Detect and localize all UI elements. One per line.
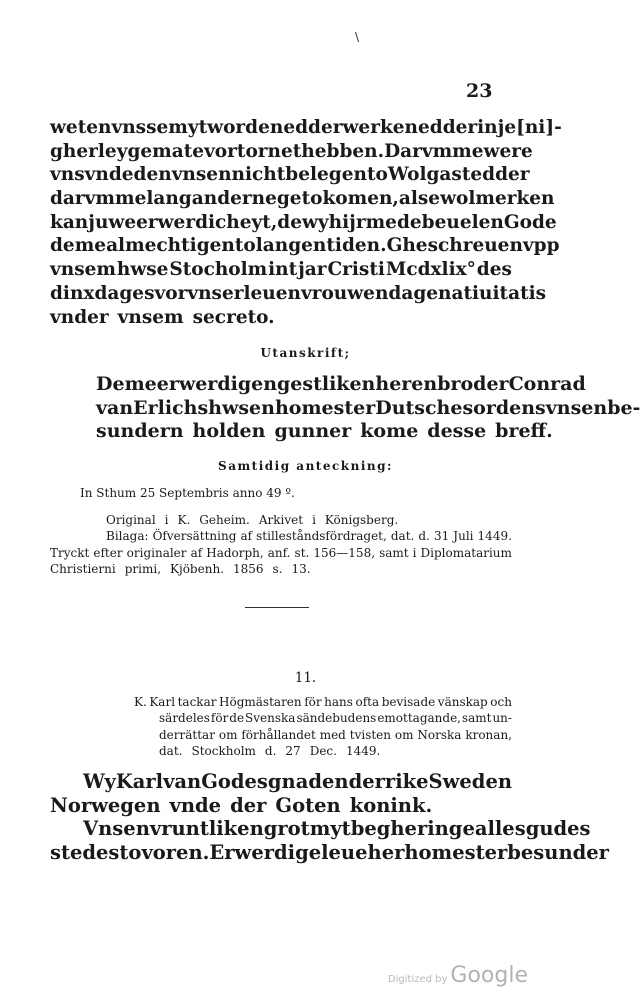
address-heading: Utanskrift;	[260, 346, 351, 360]
word: och	[490, 695, 512, 709]
word: Norska	[417, 727, 462, 742]
word: Gode	[503, 211, 557, 233]
word: dinxdages	[50, 282, 155, 304]
word: bevisade	[381, 695, 436, 709]
word: 13.	[291, 561, 311, 576]
text-line	[50, 140, 533, 164]
word: vnsem	[117, 306, 184, 328]
word: sändebudens	[296, 711, 377, 726]
word: vrouwen	[300, 282, 389, 304]
word: jar	[298, 259, 327, 281]
margin-mark: \	[355, 30, 360, 44]
word: i	[412, 545, 417, 560]
word: ordens	[473, 396, 546, 419]
word: vruntliken	[149, 817, 264, 841]
word: konink.	[349, 793, 433, 817]
word: Mcdxlix°	[385, 259, 476, 281]
word: merken	[475, 188, 555, 210]
word: af	[190, 545, 203, 560]
word: Karl	[149, 695, 176, 709]
page-number: 23	[466, 80, 493, 102]
text-line	[134, 727, 512, 743]
word: hijr	[328, 211, 366, 233]
word: edder	[283, 117, 343, 138]
word: samt	[461, 711, 492, 726]
word: Dutsches	[375, 396, 474, 419]
text-line	[50, 116, 562, 140]
word: kome	[360, 420, 419, 443]
word: der	[348, 770, 385, 793]
word: Svenska	[245, 711, 296, 726]
word: komen,	[322, 188, 399, 210]
word: emottagande,	[377, 711, 461, 726]
word: 156—158,	[313, 545, 376, 560]
word: rike	[384, 770, 429, 793]
word: vnser	[187, 282, 244, 304]
note-line: In Sthum 25 Septembris anno 49 º.	[80, 486, 295, 500]
word: desse	[427, 420, 487, 443]
word: secreto.	[192, 306, 275, 328]
text-line	[134, 710, 512, 726]
word: un-	[492, 711, 512, 726]
word: primi,	[124, 561, 162, 576]
word: ofta	[355, 695, 380, 709]
text-line	[50, 817, 591, 841]
word: stedes	[50, 841, 120, 865]
word: vns	[111, 117, 147, 138]
text-line	[50, 794, 512, 818]
word: Deme	[96, 373, 157, 395]
word: Sweden	[428, 770, 513, 793]
word: d.	[264, 743, 277, 758]
text-line	[50, 770, 512, 794]
word: mate	[152, 140, 205, 162]
digitized-label: Digitized by	[387, 974, 448, 985]
word: van	[96, 396, 134, 419]
text-line	[50, 258, 512, 282]
word: d.	[418, 529, 430, 544]
word: natiuitatis	[438, 282, 547, 304]
word: Königsberg.	[324, 513, 399, 527]
word: Karl	[115, 770, 164, 793]
word: edder	[417, 117, 478, 138]
word: werken	[342, 117, 418, 138]
word: erwerdigen	[156, 373, 278, 395]
word: Norwegen	[50, 793, 161, 817]
word: gherleyge	[50, 140, 153, 162]
word: hans	[324, 695, 353, 709]
word: för	[304, 695, 322, 709]
text-line	[50, 187, 555, 211]
word: tiden.	[326, 235, 387, 257]
word: Gheschreuen	[386, 235, 523, 257]
word: Bilaga:	[106, 529, 149, 544]
letter-opening	[50, 770, 609, 865]
word: den	[133, 164, 172, 186]
word: Erlichshwsen	[133, 396, 275, 419]
word: myt	[309, 817, 351, 841]
word: to	[301, 188, 323, 210]
text-line	[50, 234, 560, 258]
word: weten	[50, 117, 112, 138]
word: grot	[263, 817, 310, 841]
word: Christierni	[50, 561, 116, 576]
word: derrättar	[159, 727, 215, 742]
section-divider	[245, 607, 309, 608]
word: vnsen	[171, 164, 232, 186]
word: Stockholm	[191, 743, 256, 758]
word: in	[477, 117, 498, 138]
word: alles	[474, 817, 526, 841]
word: deme	[50, 235, 107, 257]
text-line	[50, 512, 512, 528]
word: gunner	[274, 420, 352, 443]
word: Godes	[201, 770, 268, 793]
word: förhållandet	[241, 727, 316, 742]
word: juwe	[88, 211, 137, 233]
word: vänskap	[437, 695, 488, 709]
word: 31	[433, 529, 450, 544]
word: heren	[375, 373, 438, 395]
word: vns	[50, 164, 85, 186]
word: gnaden	[267, 770, 349, 793]
word: Kjöbenh.	[170, 561, 224, 576]
text-line	[50, 211, 557, 235]
text-line	[96, 372, 586, 396]
text-line	[134, 743, 512, 759]
word: begheringe	[350, 817, 475, 841]
word: were	[483, 140, 533, 162]
word: de	[229, 711, 245, 726]
word: vor	[154, 282, 188, 304]
word: breff.	[495, 420, 553, 443]
word: her	[367, 841, 405, 865]
word: 27	[285, 743, 301, 758]
word: samt	[379, 545, 409, 560]
word: homester	[404, 841, 508, 865]
word: Geheim.	[199, 513, 250, 527]
text-line	[50, 528, 512, 544]
word: vmmelang	[84, 188, 192, 210]
word: Stocholm	[169, 259, 268, 281]
word: Erwerdige	[209, 841, 322, 865]
word: vnder	[50, 306, 109, 328]
word: Diplomatarium	[420, 545, 512, 560]
word: erwerdicheyt,	[136, 211, 278, 233]
text-line	[134, 694, 512, 710]
word: nege	[251, 188, 302, 210]
word: K.	[134, 695, 147, 709]
text-line	[96, 396, 640, 420]
word: holden	[192, 420, 266, 443]
word: Original	[106, 513, 156, 527]
word: belegen	[285, 164, 367, 186]
word: int	[268, 259, 298, 281]
word: besunder	[507, 841, 609, 865]
word: s.	[272, 561, 283, 576]
word: to	[234, 235, 256, 257]
word: worden	[207, 117, 284, 138]
text-line	[50, 545, 512, 561]
word: vnde	[169, 793, 222, 817]
word: alse	[398, 188, 441, 210]
word: af	[240, 529, 253, 544]
text-line	[50, 561, 512, 577]
word: almechtigen	[106, 235, 235, 257]
word: Hadorph,	[206, 545, 264, 560]
word: gestliken	[277, 373, 376, 395]
word: Tryckt	[50, 545, 90, 560]
word: der	[230, 793, 267, 817]
word: Conrad	[508, 373, 586, 395]
word: edder	[470, 164, 530, 186]
word: anf.	[267, 545, 291, 560]
word: van	[163, 770, 202, 793]
word: Högmästaren	[219, 695, 302, 709]
word: 1449.	[477, 529, 512, 544]
word: voren.	[141, 841, 210, 865]
word: Cristi	[327, 259, 385, 281]
word: K.	[177, 513, 191, 527]
letter-body	[50, 116, 562, 329]
address-text	[96, 372, 640, 443]
word: wy	[301, 211, 329, 233]
word: i	[312, 513, 316, 527]
word: an	[191, 188, 218, 210]
word: hebben.	[301, 140, 385, 162]
word: efter	[93, 545, 123, 560]
word: kan	[50, 211, 89, 233]
word: des	[476, 259, 512, 281]
word: vpp	[522, 235, 560, 257]
word: der	[217, 188, 252, 210]
word: be-	[607, 396, 640, 419]
word: gudes	[525, 817, 591, 841]
text-line	[50, 306, 512, 330]
word: kronan,	[465, 727, 512, 742]
word: Wolgast	[387, 164, 471, 186]
word: de	[277, 211, 302, 233]
word: vnde	[84, 164, 134, 186]
word: dar	[50, 188, 85, 210]
word: tvisten	[349, 727, 391, 742]
word: originaler	[126, 545, 187, 560]
word: vmme	[421, 140, 484, 162]
word: Goten	[275, 793, 341, 817]
google-logo: Google	[450, 963, 528, 988]
word: sundern	[96, 420, 184, 443]
word: för	[210, 711, 229, 726]
text-line	[50, 841, 609, 865]
word: myt	[168, 117, 208, 138]
word: mede	[365, 211, 422, 233]
word: om	[394, 727, 414, 742]
word: langen	[255, 235, 327, 257]
word: i	[164, 513, 169, 527]
digitized-footer	[388, 963, 528, 988]
word: leuen	[243, 282, 301, 304]
word: broder	[437, 373, 509, 395]
word: leue	[321, 841, 368, 865]
word: Juli	[453, 529, 474, 544]
word: Dar	[384, 140, 422, 162]
document-summary	[134, 694, 512, 759]
word: beuelen	[421, 211, 504, 233]
text-line	[50, 163, 530, 187]
word: Öfversättning	[152, 529, 237, 544]
word: to	[119, 841, 142, 865]
word: Arkivet	[258, 513, 304, 527]
word: stilleståndsfördraget,	[256, 529, 387, 544]
word: 1449.	[345, 743, 381, 758]
word: dage	[388, 282, 439, 304]
word: särdeles	[159, 711, 210, 726]
word: dat.	[159, 743, 183, 758]
word: Dec.	[309, 743, 337, 758]
word: dat.	[390, 529, 415, 544]
word: hwse	[116, 259, 169, 281]
word: Vnsen	[83, 817, 150, 841]
word: wol	[440, 188, 476, 210]
document-number: 11.	[294, 670, 317, 686]
word: nicht	[231, 164, 286, 186]
word: to	[366, 164, 388, 186]
word: med	[319, 727, 346, 742]
word: homester	[274, 396, 376, 419]
word: st.	[294, 545, 310, 560]
word: vnsen	[545, 396, 608, 419]
word: 1856	[232, 561, 264, 576]
source-notes	[50, 512, 512, 577]
word: je[ni]-	[497, 117, 562, 138]
word: vnsem	[50, 259, 116, 281]
note-heading: Samtidig anteckning:	[218, 459, 393, 473]
word: Wy	[83, 770, 116, 793]
text-line	[96, 419, 553, 443]
word: se	[146, 117, 169, 138]
word: om	[218, 727, 238, 742]
word: tackar	[177, 695, 217, 709]
text-line	[50, 282, 547, 306]
word: vortornet	[204, 140, 302, 162]
